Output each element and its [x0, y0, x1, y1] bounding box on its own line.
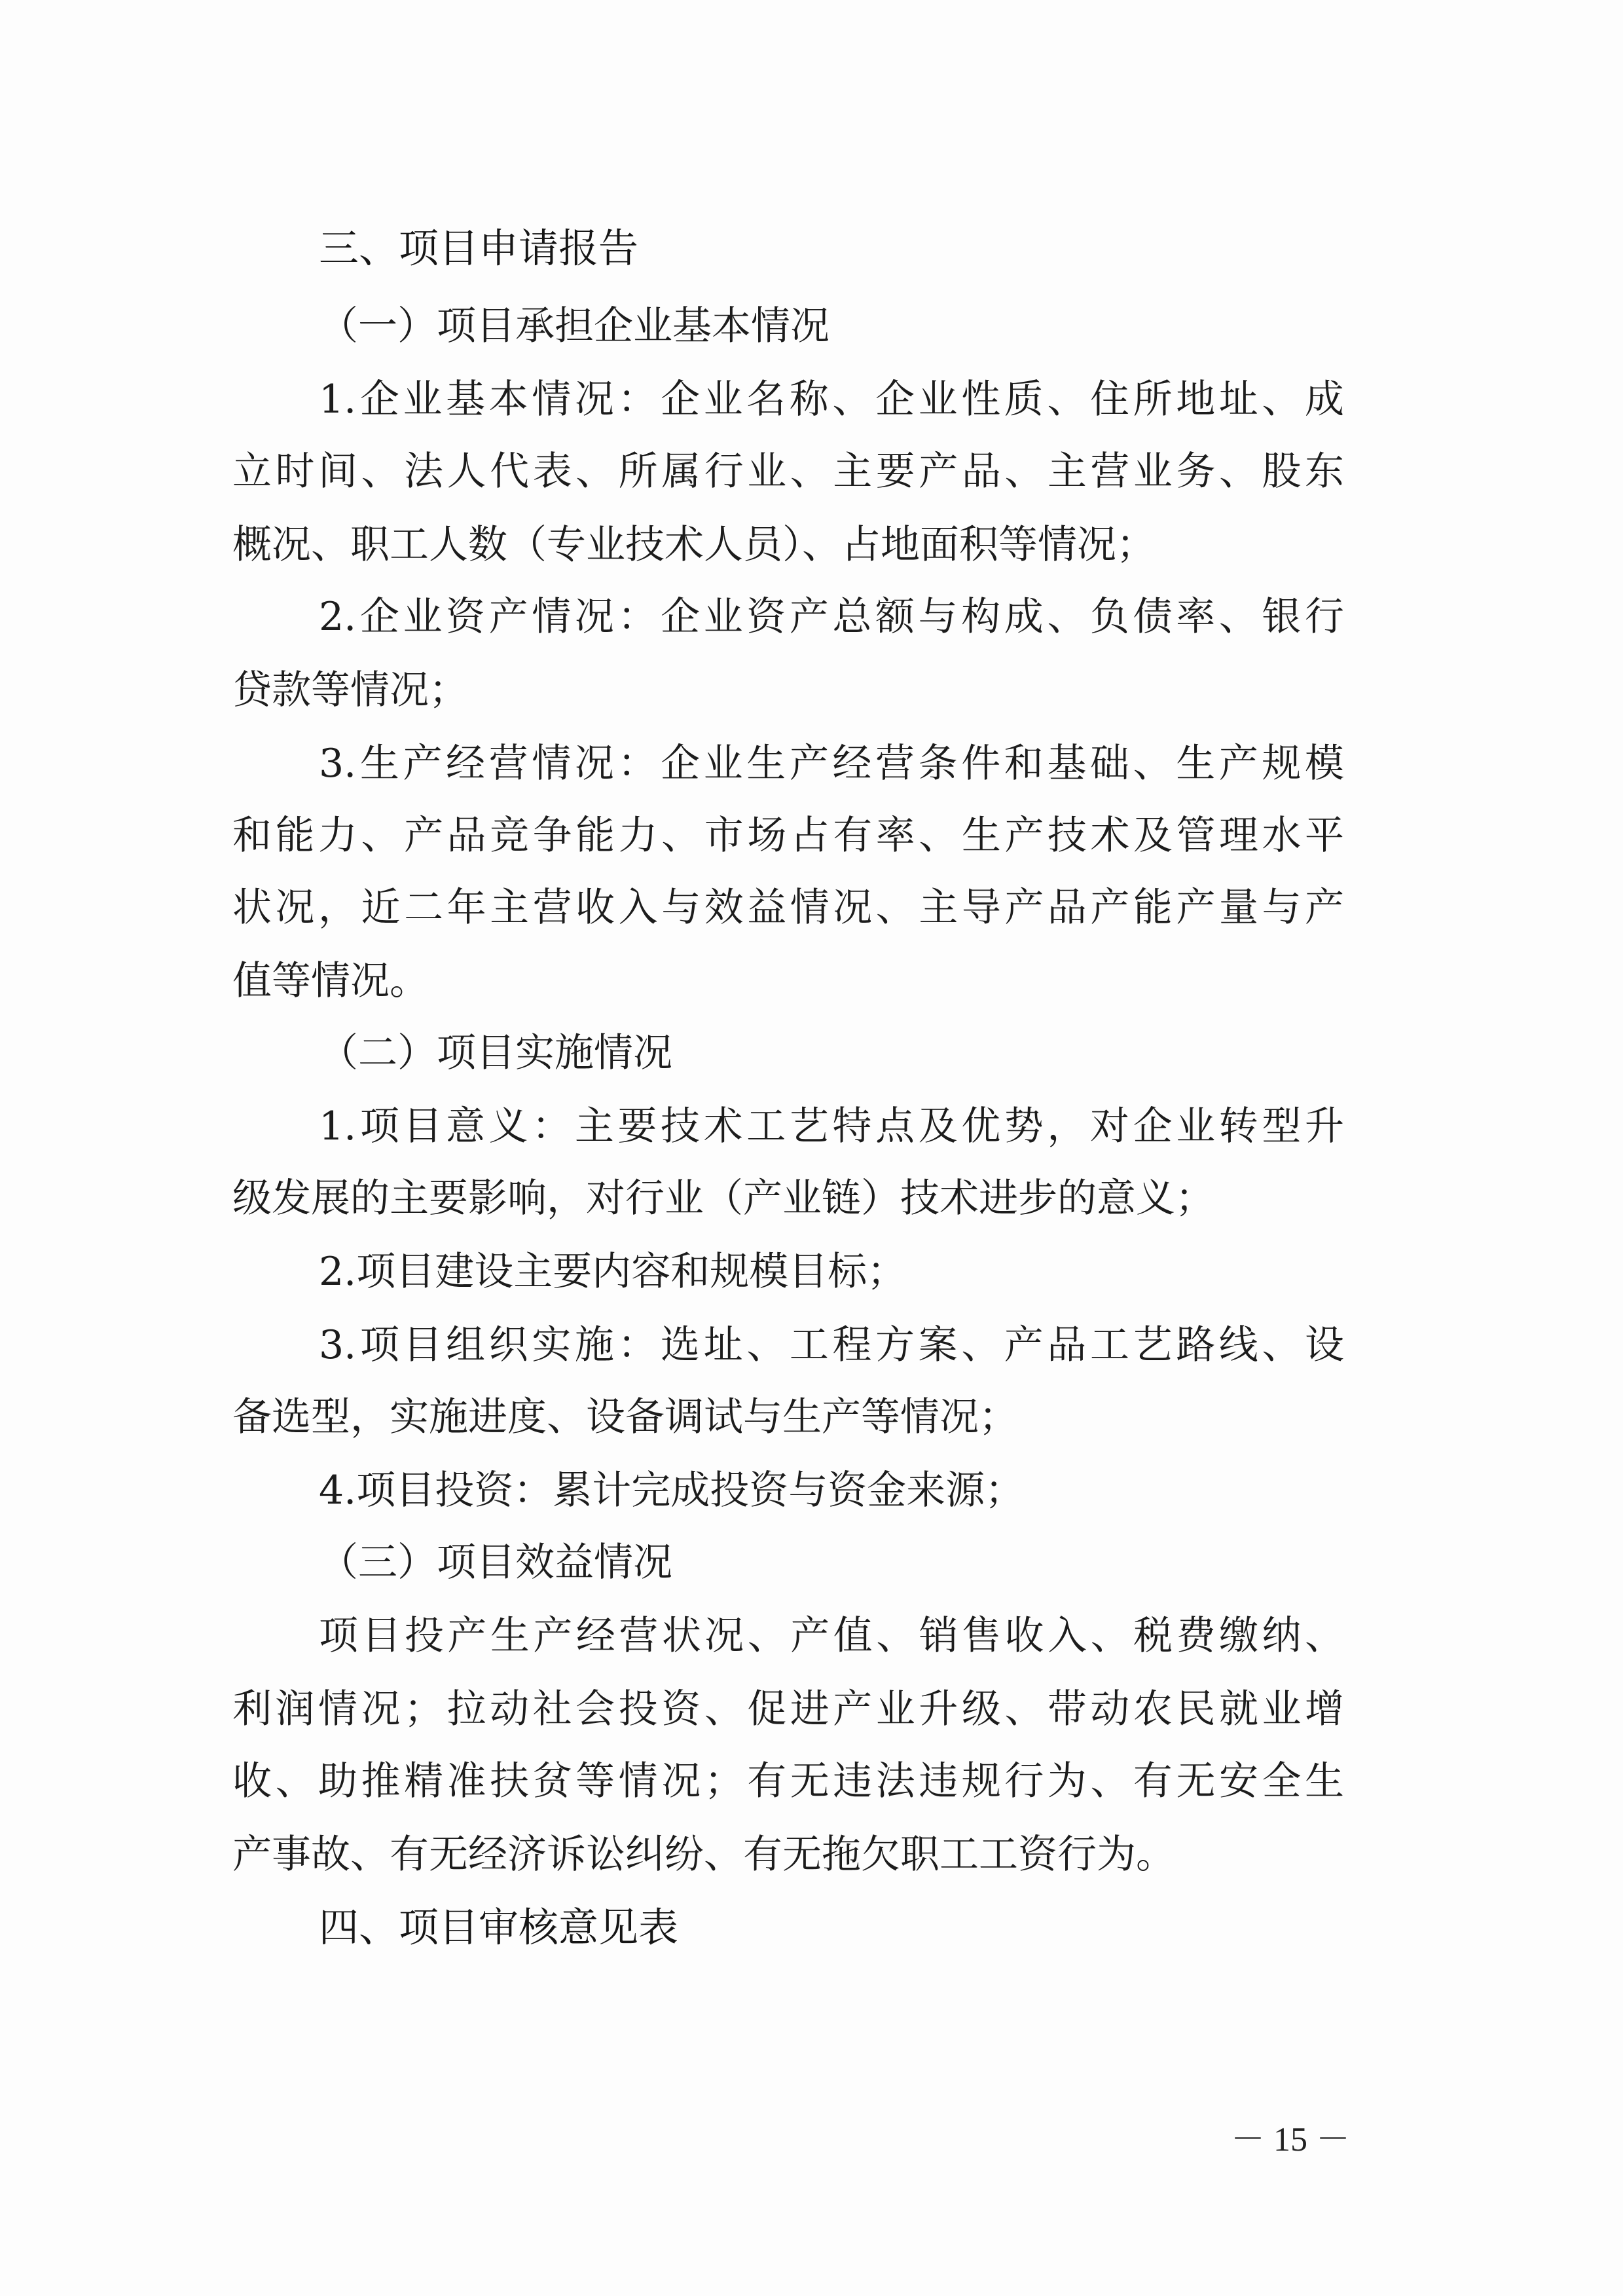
- subsection-title-2: （二）项目实施情况: [319, 1030, 672, 1076]
- text-line: 和能力、产品竞争能力、市场占有率、生产技术及管理水平: [232, 813, 1344, 859]
- text-line: 产事故、有无经济诉讼纠纷、有无拖欠职工工资行为。: [232, 1832, 1175, 1878]
- text-line: 3.生产经营情况：企业生产经营条件和基础、生产规模: [319, 741, 1344, 787]
- subsection-title-3: （三）项目效益情况: [319, 1540, 672, 1585]
- text-line: 备选型，实施进度、设备调试与生产等情况；: [232, 1394, 1018, 1440]
- text-line: 项目投产生产经营状况、产值、销售收入、税费缴纳、: [319, 1613, 1344, 1659]
- text-line: 2.项目建设主要内容和规模目标；: [319, 1249, 907, 1295]
- text-line: 1.企业基本情况：企业名称、企业性质、住所地址、成: [319, 377, 1344, 422]
- text-line: 立时间、法人代表、所属行业、主要产品、主营业务、股东: [232, 449, 1344, 494]
- text-line: 概况、职工人数（专业技术人员）、占地面积等情况；: [232, 522, 1156, 568]
- text-line: 3.项目组织实施：选址、工程方案、产品工艺路线、设: [319, 1322, 1344, 1368]
- text-line: 收、助推精准扶贫等情况；有无违法违规行为、有无安全生: [232, 1758, 1344, 1804]
- subsection-title-1: （一）项目承担企业基本情况: [319, 303, 830, 349]
- text-line: 贷款等情况；: [232, 667, 468, 713]
- text-line: 状况，近二年主营收入与效益情况、主导产品产能产量与产: [232, 885, 1344, 931]
- text-line: 2.企业资产情况：企业资产总额与构成、负债率、银行: [319, 594, 1344, 640]
- text-line: 4.项目投资：累计完成投资与资金来源；: [319, 1468, 1025, 1513]
- text-line: 级发展的主要影响，对行业（产业链）技术进步的意义；: [232, 1176, 1214, 1221]
- text-line: 利润情况；拉动社会投资、促进产业升级、带动农民就业增: [232, 1686, 1344, 1732]
- section-heading-4: 四、项目审核意见表: [319, 1904, 679, 1951]
- text-line: 值等情况。: [232, 958, 429, 1004]
- section-heading-3: 三、项目申请报告: [319, 225, 639, 272]
- page-number: － 15 －: [1231, 2121, 1351, 2158]
- text-line: 1.项目意义：主要技术工艺特点及优势，对企业转型升: [319, 1103, 1344, 1149]
